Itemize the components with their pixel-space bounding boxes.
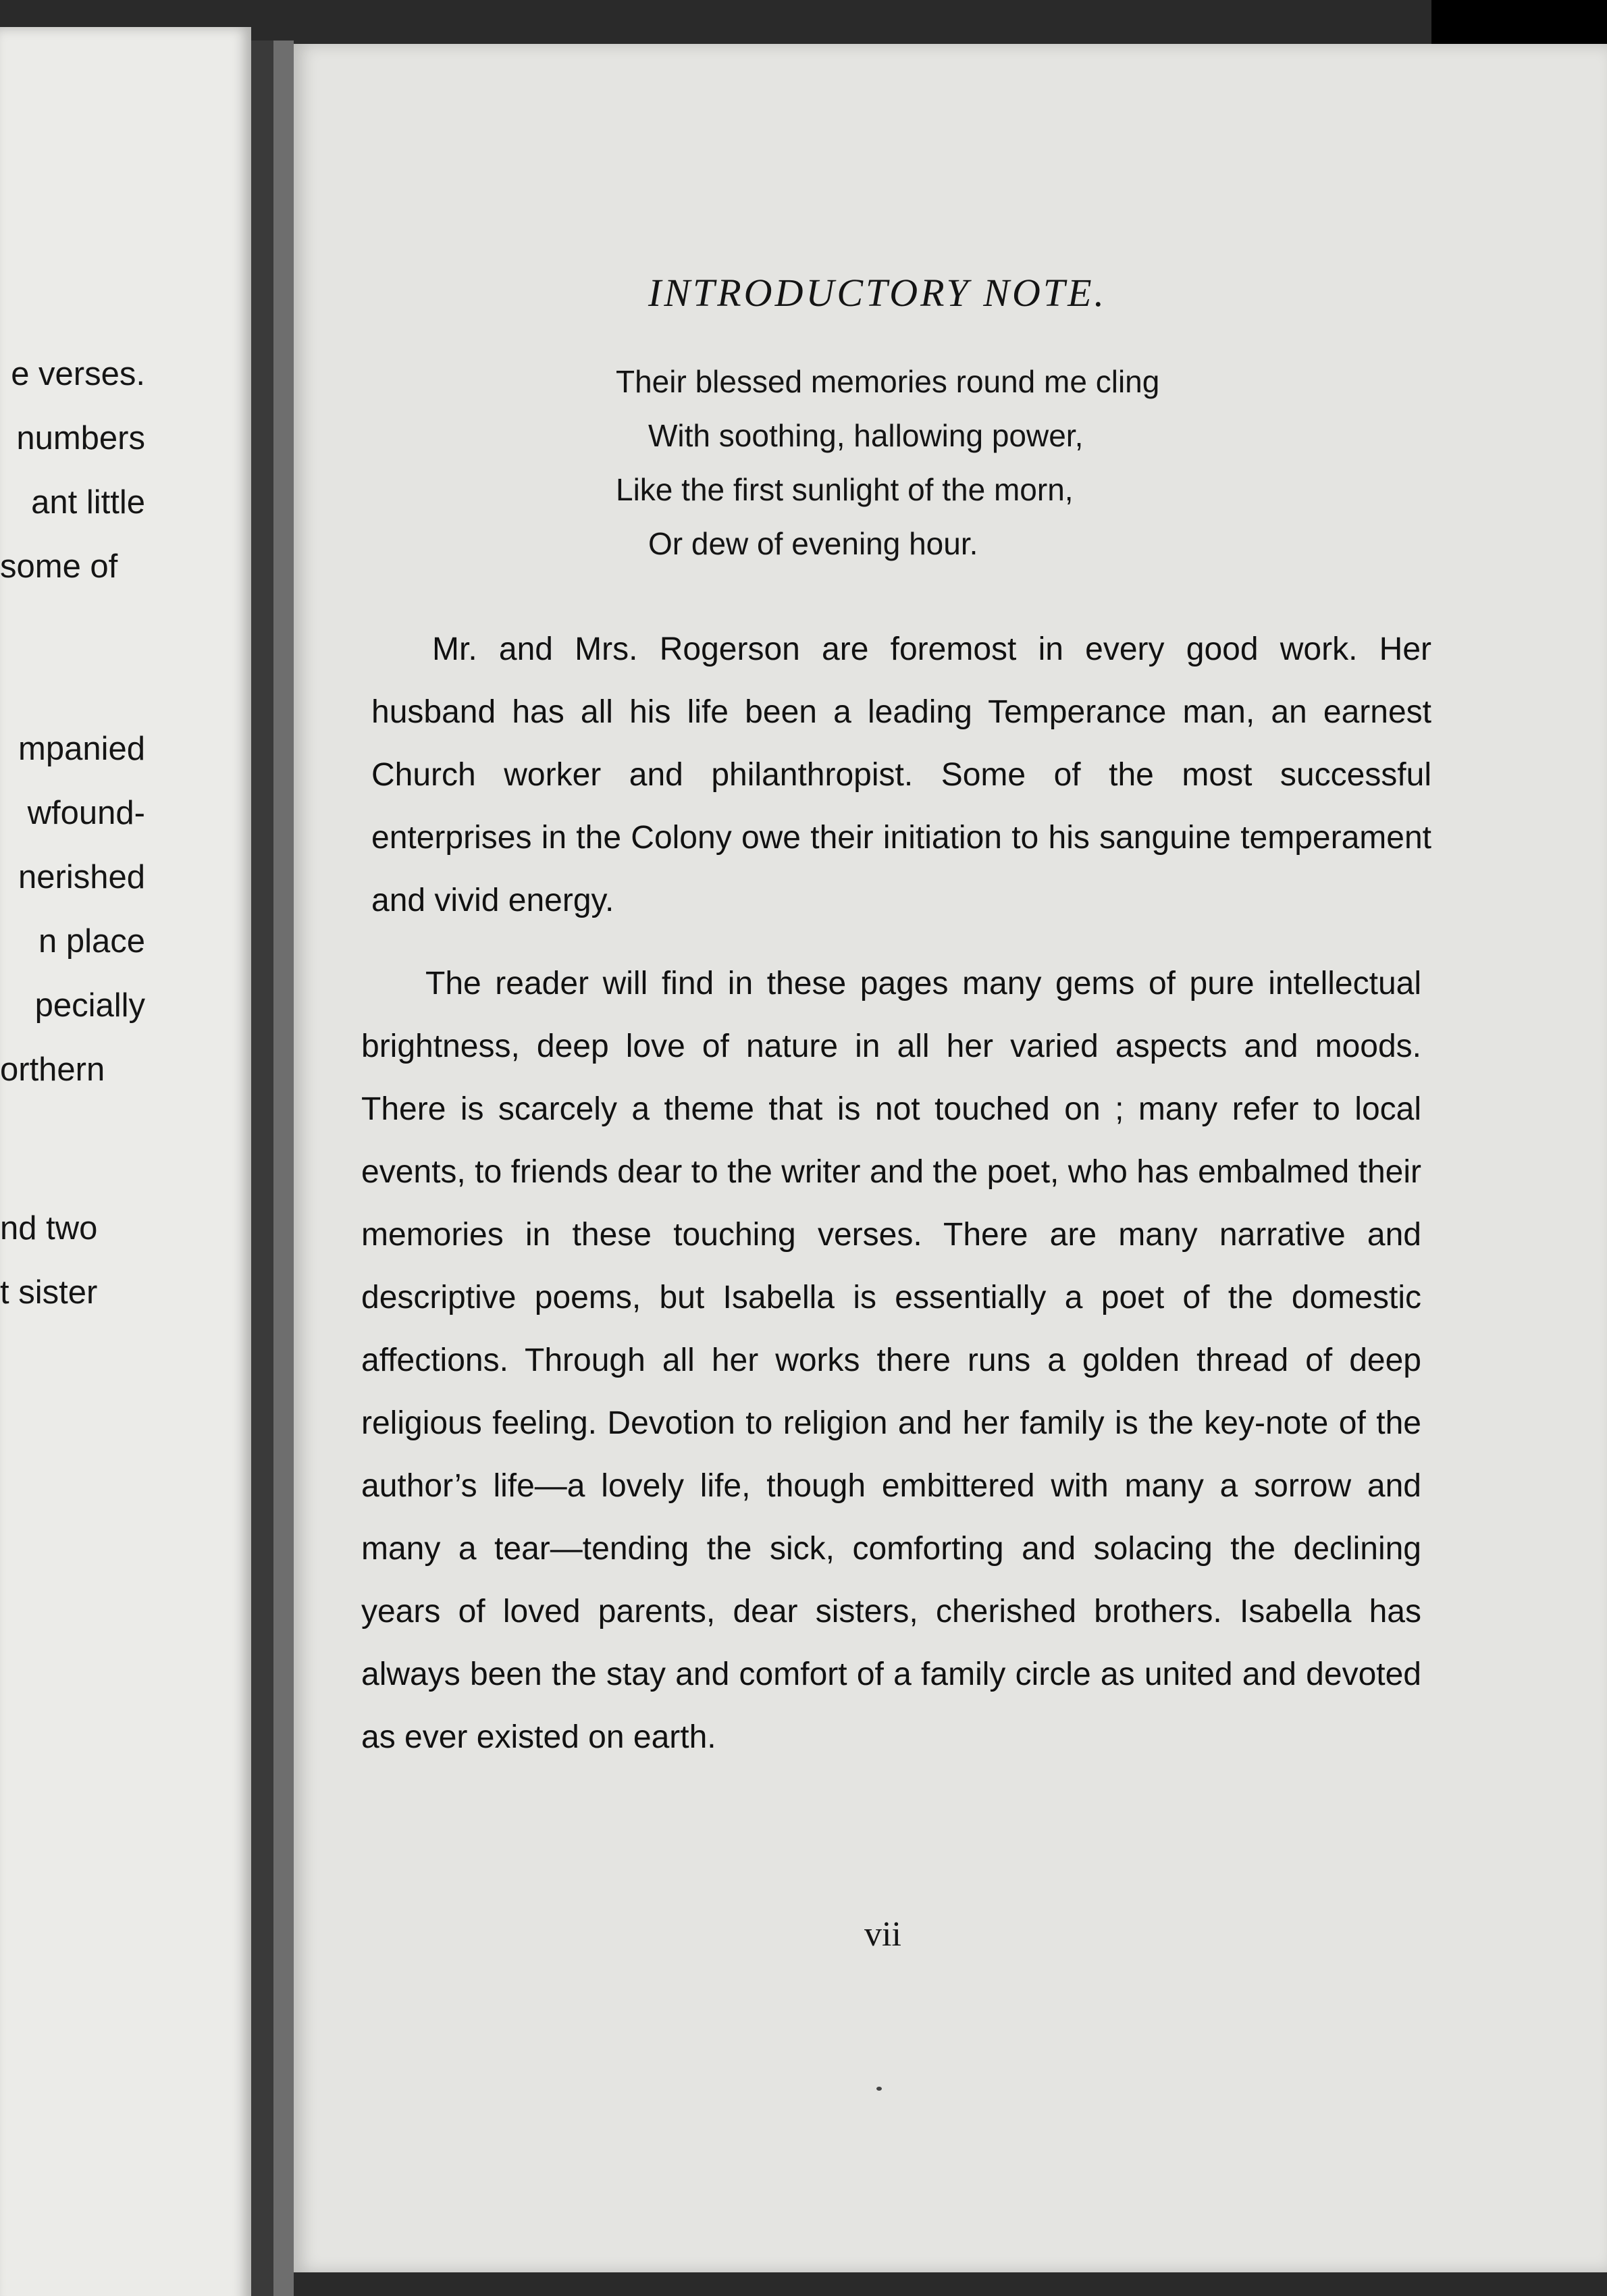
epigraph-line: Their blessed memories round me cling <box>616 364 1160 399</box>
left-page-fragment: numbers <box>16 420 145 456</box>
left-page-fragment: nd two <box>0 1210 98 1247</box>
epigraph-line: Or dew of evening hour. <box>648 526 978 561</box>
left-page-fragment: nerished <box>18 859 145 895</box>
page-header: INTRODUCTORY NOTE. <box>648 271 1107 315</box>
left-page-fragment: t sister <box>0 1274 98 1311</box>
scan-speck <box>876 2087 882 2091</box>
left-page-fragment: mpanied <box>18 731 145 767</box>
epigraph <box>616 355 1223 571</box>
left-page-fragment: wfound- <box>27 795 145 831</box>
left-page-fragment: ant little <box>31 484 145 521</box>
body-paragraph: Mr. and Mrs. Rogerson are foremost in every good work. Her husband has all his life been a leading Temperance man, an earnest Church worker and philanthropist. Some of the most successful enterprises in the Colony owe their initiation to his sanguine temperament and vivid energy. <box>371 631 1431 918</box>
left-page <box>0 27 251 2296</box>
body-paragraph: The reader will find in these pages many gems of pure intellectual brightness, deep love of nature in all her varied aspects and moods. There is scarcely a theme that is not touched on ; many refer to local events, to friends dear to the writer and the poet, who has embalmed their memories in these touching verses. There are many narrative and descriptive poems, but Isabella is essentially a poet of the domestic affections. Through all her works there runs a golden thread of deep religious feeling. Devotion to religion and her family is the key-note of the author’s life—a lovely life, though embittered with many a sorrow and many a tear—tending the sick, comforting and solacing the declining years of loved parents, dear sisters, cherished brothers. Isabella has always been the stay and comfort of a family circle as united and devoted as ever existed on earth. <box>361 966 1421 1755</box>
left-page-fragment: pecially <box>34 987 145 1024</box>
epigraph-line: With soothing, hallowing power, <box>648 418 1084 453</box>
book-gutter-shadow <box>273 41 294 2296</box>
left-page-fragment: some of <box>0 548 118 585</box>
page-number: vii <box>864 1915 901 1954</box>
epigraph-line: Like the first sunlight of the morn, <box>616 472 1074 507</box>
left-page-fragment: n place <box>38 923 145 960</box>
left-page-fragment: orthern <box>0 1051 105 1088</box>
left-page-fragment: e verses. <box>11 356 145 392</box>
